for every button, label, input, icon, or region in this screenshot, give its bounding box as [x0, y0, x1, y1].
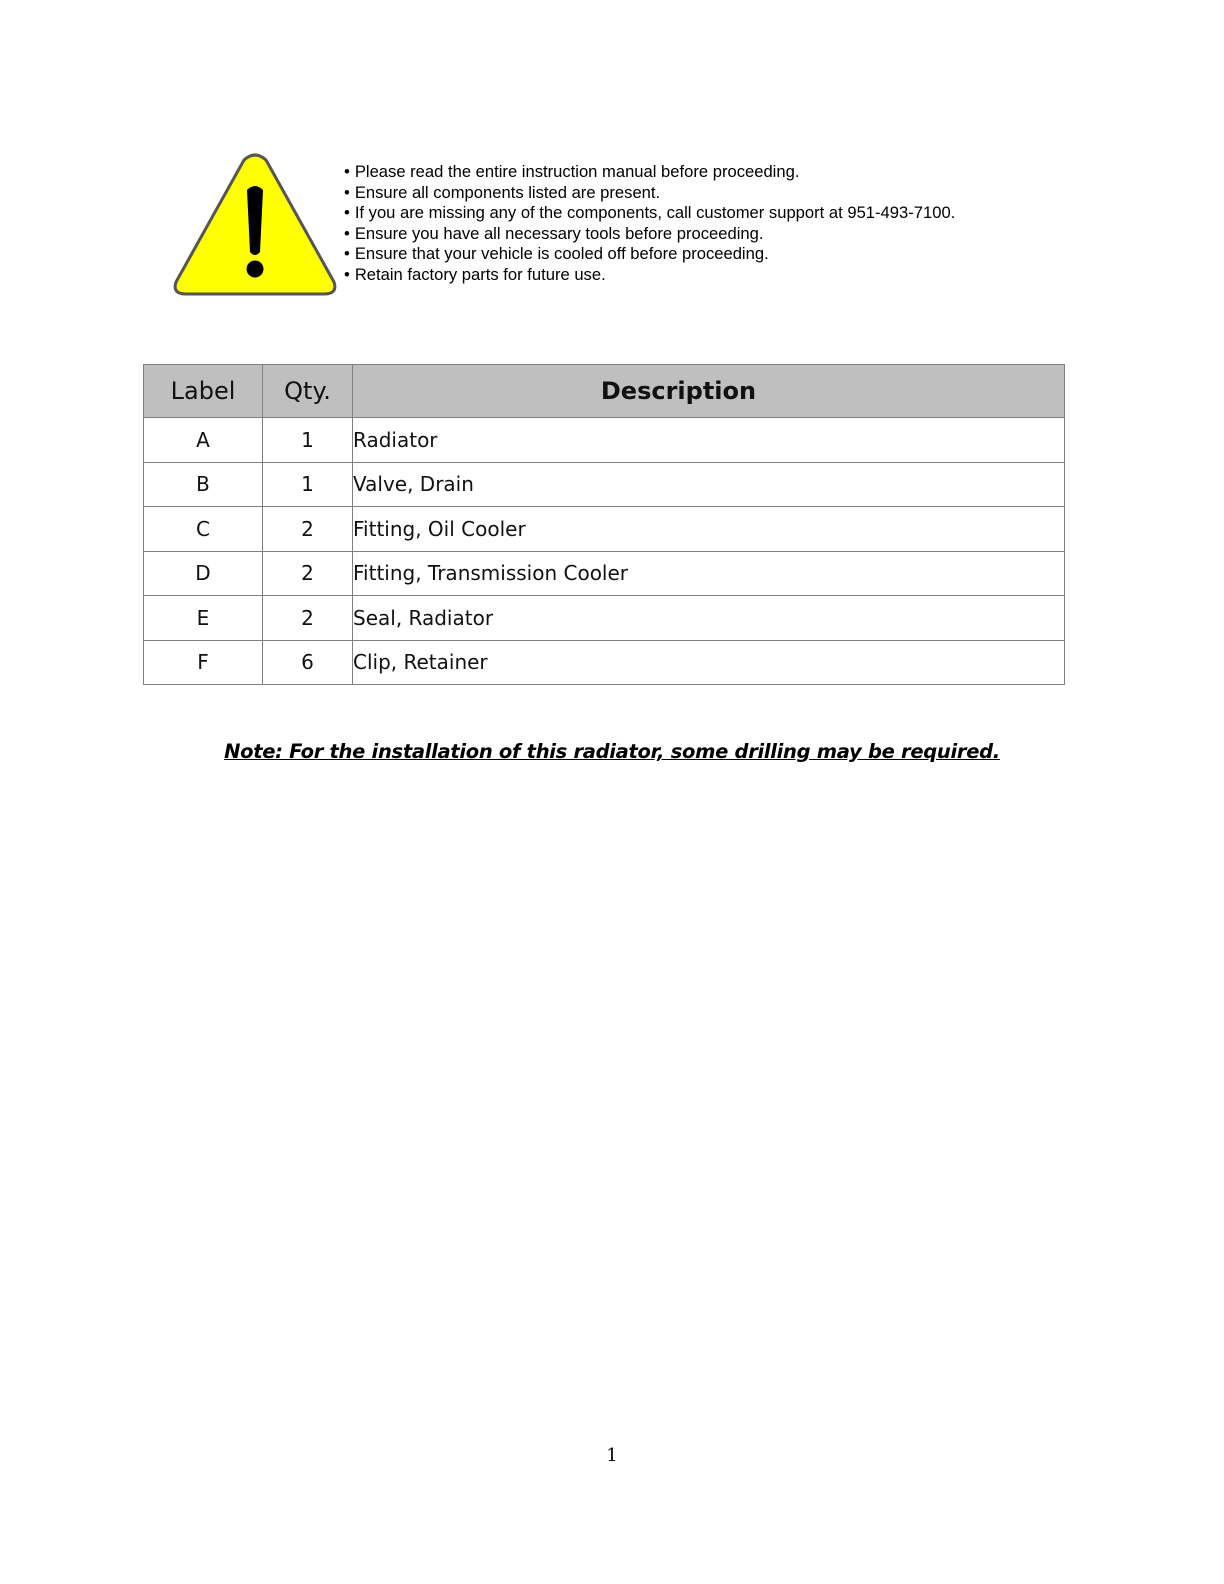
- part-qty: 2: [263, 596, 353, 641]
- part-label: C: [144, 507, 263, 552]
- warning-icon: [172, 152, 338, 298]
- warning-block: [172, 152, 1032, 302]
- part-description: Seal, Radiator: [353, 596, 1065, 641]
- warning-list: [344, 162, 955, 286]
- table-header-row: [144, 365, 1065, 418]
- drilling-note: Note: For the installation of this radiator, some drilling may be required.: [224, 740, 1000, 763]
- label-column-header: Label: [144, 365, 263, 418]
- table-row: [144, 418, 1065, 463]
- part-label: F: [144, 640, 263, 685]
- part-label: B: [144, 462, 263, 507]
- part-qty: 1: [263, 418, 353, 463]
- table-row: [144, 640, 1065, 685]
- table-row: [144, 462, 1065, 507]
- part-qty: 1: [263, 462, 353, 507]
- part-description: Fitting, Oil Cooler: [353, 507, 1065, 552]
- part-label: A: [144, 418, 263, 463]
- qty-column-header: Qty.: [263, 365, 353, 418]
- table-row: [144, 551, 1065, 596]
- warning-item: • Ensure that your vehicle is cooled off before proceeding.: [344, 244, 955, 265]
- warning-item: • Ensure all components listed are present.: [344, 183, 955, 204]
- warning-item: • If you are missing any of the components, call customer support at 951-493-7100.: [344, 203, 955, 224]
- part-description: Radiator: [353, 418, 1065, 463]
- part-label: D: [144, 551, 263, 596]
- part-label: E: [144, 596, 263, 641]
- parts-table: [143, 364, 1065, 685]
- warning-item: • Retain factory parts for future use.: [344, 265, 955, 286]
- warning-item: • Please read the entire instruction manual before proceeding.: [344, 162, 955, 183]
- part-description: Valve, Drain: [353, 462, 1065, 507]
- part-qty: 2: [263, 507, 353, 552]
- table-row: [144, 507, 1065, 552]
- warning-item: • Ensure you have all necessary tools before proceeding.: [344, 224, 955, 245]
- part-qty: 2: [263, 551, 353, 596]
- part-description: Clip, Retainer: [353, 640, 1065, 685]
- table-row: [144, 596, 1065, 641]
- page-number: 1: [606, 1445, 618, 1466]
- part-qty: 6: [263, 640, 353, 685]
- description-column-header: Description: [353, 365, 1065, 418]
- part-description: Fitting, Transmission Cooler: [353, 551, 1065, 596]
